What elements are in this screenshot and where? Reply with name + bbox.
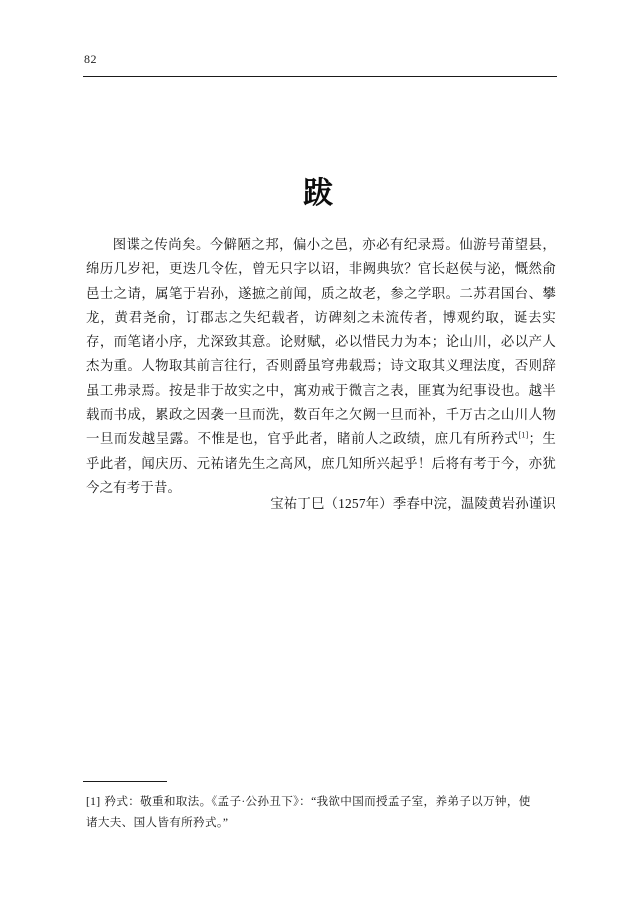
body-main-text: 图谍之传尚矣。今僻陋之邦，偏小之邑，亦必有纪录焉。仙游号莆望县，绵历几岁祀，更迭几令佐，曾无只字以诏，非阙典欤？官长赵侯与泌，慨然俞邑士之请，属笔于岩孙，遂摭之前闻，质之故老，参之学职。二苏君国台、攀龙，黄君尧俞，订郡志之失纪载者，访碑刻之未流传者，博观约取，诞去实存，而笔诸小序，尤深致其意。论财赋，必以惜民力为本；论山川，必以产人杰为重。人物取其前言往行，否则爵虽穹弗载焉；诗文取其义理法度，否则辞虽工弗录焉。按是非于故实之中，寓劝戒于微言之表，匪寘为纪事设也。越半载而书成，累政之因袭一旦而洗，数百年之欠阙一旦而补，千万古之山川人物一旦而发越呈露。不惟是也，官乎此者，睹前人之政绩，庶几有所矜式	[86, 237, 556, 447]
footnote-reference[interactable]: [1]	[518, 430, 529, 440]
page-number: 82	[84, 52, 97, 66]
body-paragraph	[86, 233, 556, 500]
body-tail-text: ；生乎此者，闻庆历、元祐诸先生之高风，庶几知所兴起乎！后将有考于今，亦犹今之有考于昔。	[86, 431, 556, 495]
footnote-text-line-2: 诸大夫、国人皆有所矜式。”	[86, 816, 229, 829]
footnote-divider	[83, 781, 167, 782]
page-title: 跋	[303, 176, 337, 212]
signature-line: 宝祐丁巳（1257年）季春中浣，温陵黄岩孙谨识	[270, 496, 556, 511]
footnote-text-line-1: 矜式：敬重和取法。《孟子·公孙丑下》：“我欲中国而授孟子室，养弟子以万钟，使	[104, 795, 531, 808]
header-divider	[83, 76, 557, 77]
footnote-block	[86, 791, 556, 833]
footnote-marker: [1]	[86, 795, 101, 808]
